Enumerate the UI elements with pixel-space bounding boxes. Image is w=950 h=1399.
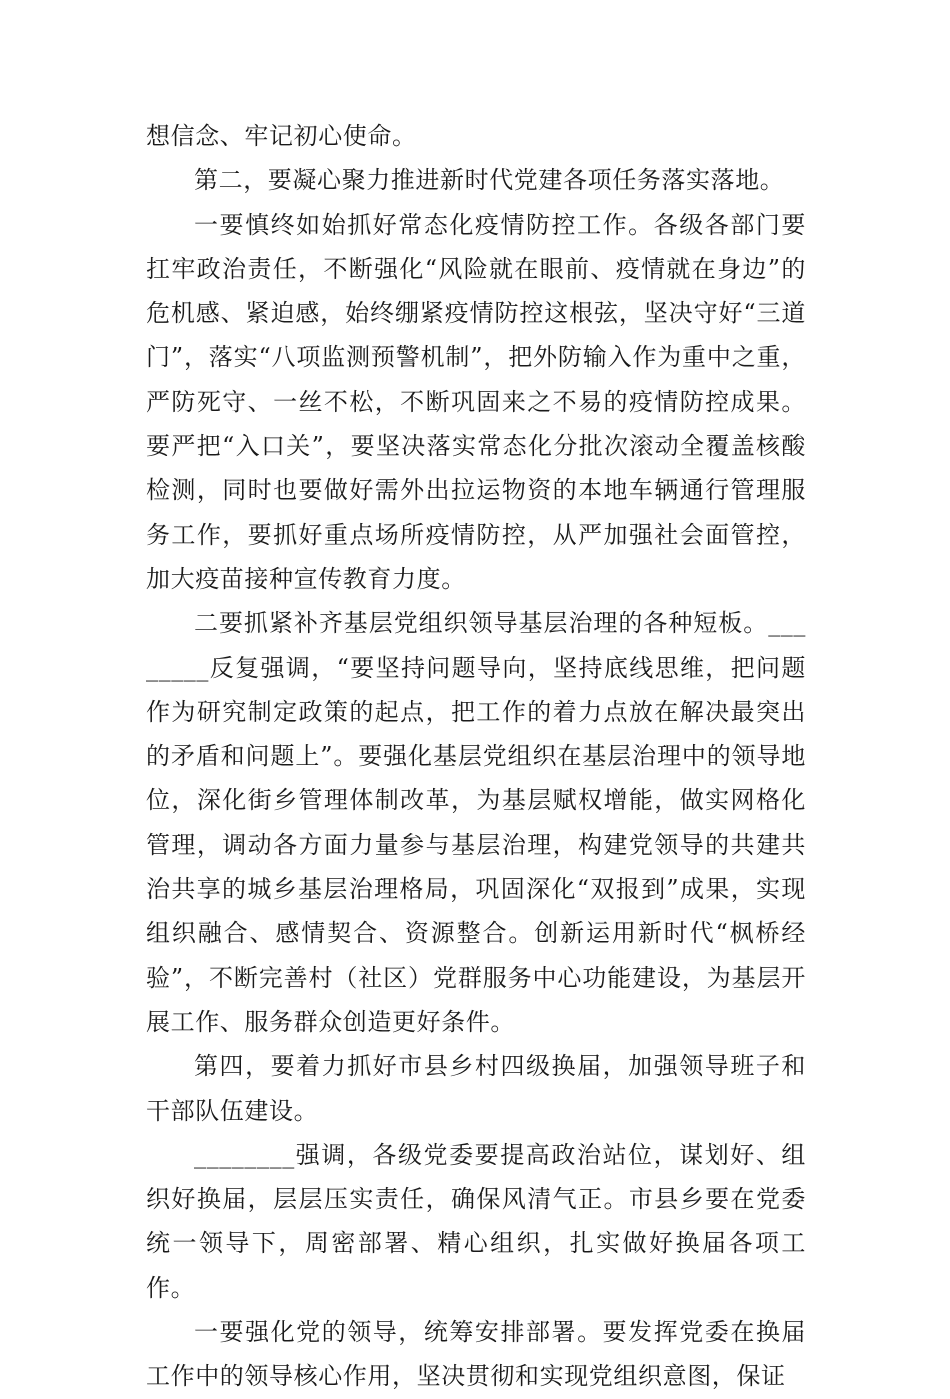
section-heading-second: 第二，要凝心聚力推进新时代党建各项任务落实落地。 [194, 166, 785, 195]
paragraph-grassroots-governance: 二要抓紧补齐基层党组织领导基层治理的各种短板。________反复强调，“要坚持问题导向，坚持底线思维，把问题作为研究制定政策的起点，把工作的着力点放在解决最突出的矛盾和问题上”。要强化基层党组织在基层治理中的领导地位，深化街乡管理体制改革，为基层赋权增能，做实网格化管理，调动各方面力量参与基层治理，构建党领导的共建共治共享的城乡基层治理格局，巩固深化“双报到”成果，实现组织融合、感情契合、资源整合。创新运用新时代“枫桥经验”，不断完善村（社区）党群服务中心功能建设，为基层开展工作、服务群众创造更好条件。 [146, 609, 806, 1036]
paragraph-party-leadership: 一要强化党的领导，统筹安排部署。要发挥党委在换届工作中的领导核心作用，坚决贯彻和实现党组织意图，保证 [146, 1318, 806, 1391]
section-heading-fourth: 第四，要着力抓好市县乡村四级换届，加强领导班子和干部队伍建设。 [146, 1052, 806, 1125]
paragraph-epidemic-control: 一要慎终如始抓好常态化疫情防控工作。各级各部门要扛牢政治责任，不断强化“风险就在眼前、疫情就在身边”的危机感、紧迫感，始终绷紧疫情防控这根弦，坚决守好“三道门”，落实“八项监测预警机制”，把外防输入作为重中之重，严防死守、一丝不松，不断巩固来之不易的疫情防控成果。要严把“入口关”，要坚决落实常态化分批次滚动全覆盖核酸检测，同时也要做好需外出拉运物资的本地车辆通行管理服务工作，要抓好重点场所疫情防控，从严加强社会面管控，加大疫苗接种宣传教育力度。 [146, 210, 806, 593]
paragraph-continuation: 想信念、牢记初心使命。 [146, 122, 417, 150]
document-page [146, 114, 806, 1399]
paragraph-election-emphasis: ________强调，各级党委要提高政治站位，谋划好、组织好换届，层层压实责任，确保风清气正。市县乡要在党委统一领导下，周密部署、精心组织，扎实做好换届各项工作。 [146, 1140, 806, 1302]
